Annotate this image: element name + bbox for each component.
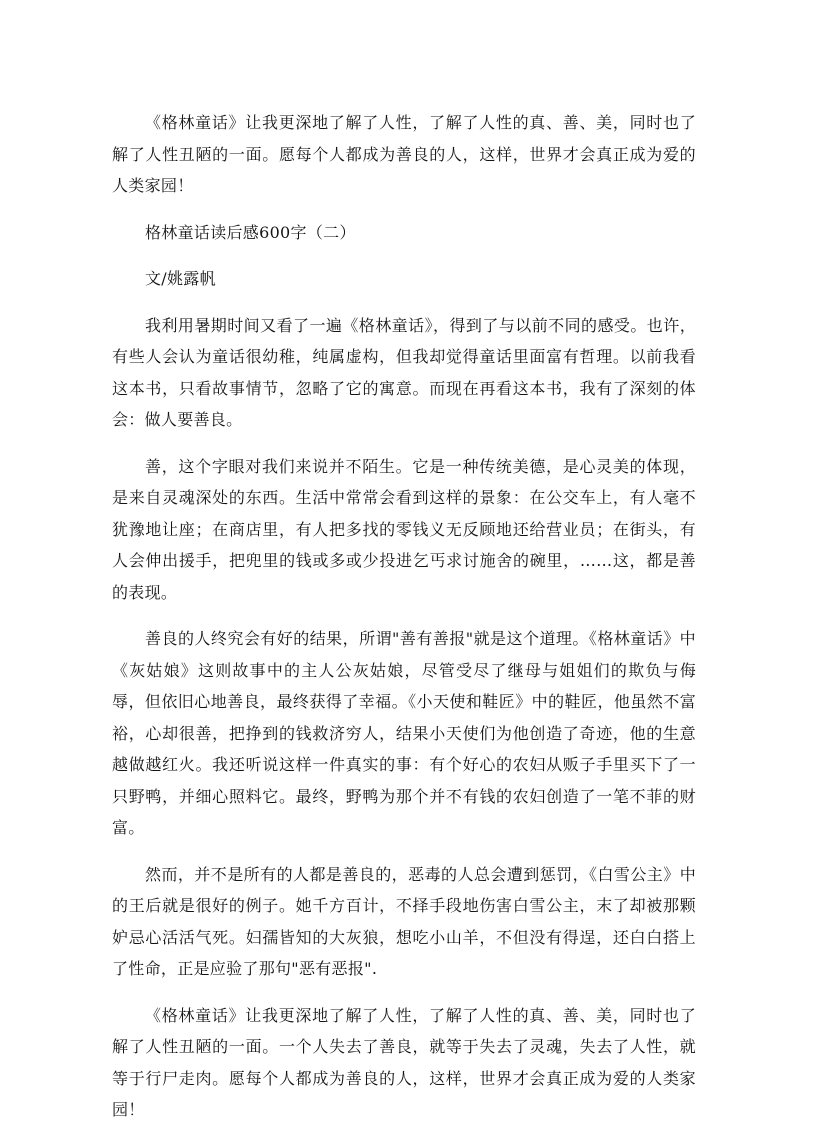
document-body [112, 107, 696, 1141]
body-paragraph-1: 我利用暑期时间又看了一遍《格林童话》，得到了与以前不同的感受。也许，有些人会认为童话很幼稚，纯属虚构，但我却觉得童话里面富有哲理。以前我看这本书，只看故事情节，忽略了它的寓意。而现在再看这本书，我有了深刻的体会：做人要善良。 [112, 315, 696, 429]
section-title: 格林童话读后感600字（二） [145, 222, 356, 242]
body-paragraph-3: 善良的人终究会有好的结果，所谓"善有善报"就是这个道理。《格林童话》中《灰姑娘》这则故事中的主人公灰姑娘，尽管受尽了继母与姐姐们的欺负与侮辱，但依旧心地善良，最终获得了幸福。《小天使和鞋匠》中的鞋匠，他虽然不富裕，心却很善，把挣到的钱救济穷人，结果小天使们为他创造了奇迹，他的生意越做越红火。我还听说这样一件真实的事：有个好心的农妇从贩子手里买下了一只野鸭，并细心照料它。最终，野鸭为那个并不有钱的农妇创造了一笔不菲的财富。 [112, 629, 696, 837]
author-line: 文/姚露帆 [145, 269, 216, 288]
body-paragraph-5: 《格林童话》让我更深地了解了人性，了解了人性的真、善、美，同时也了解了人性丑陋的一面。一个人失去了善良，就等于失去了灵魂，失去了人性，就等于行尸走肉。愿每个人都成为善良的人，这样，世界才会真正成为爱的人类家园！ [112, 1005, 696, 1119]
intro-paragraph: 《格林童话》让我更深地了解了人性，了解了人性的真、善、美，同时也了解了人性丑陋的一面。愿每个人都成为善良的人，这样，世界才会真正成为爱的人类家园！ [112, 113, 696, 195]
body-paragraph-2: 善，这个字眼对我们来说并不陌生。它是一种传统美德，是心灵美的体现，是来自灵魂深处的东西。生活中常常会看到这样的景象：在公交车上，有人毫不犹豫地让座；在商店里，有人把多找的零钱义无反顾地还给营业员；在街头，有人会伸出援手，把兜里的钱或多或少投进乞丐求讨施舍的碗里，……这，都是善的表现。 [112, 456, 696, 602]
body-paragraph-4: 然而，并不是所有的人都是善良的，恶毒的人总会遭到惩罚，《白雪公主》中的王后就是很好的例子。她千方百计，不择手段地伤害白雪公主，末了却被那颗妒忌心活活气死。妇孺皆知的大灰狼，想吃小山羊，不但没有得逞，还白白搭上了性命，正是应验了那句"恶有恶报". [112, 864, 696, 978]
